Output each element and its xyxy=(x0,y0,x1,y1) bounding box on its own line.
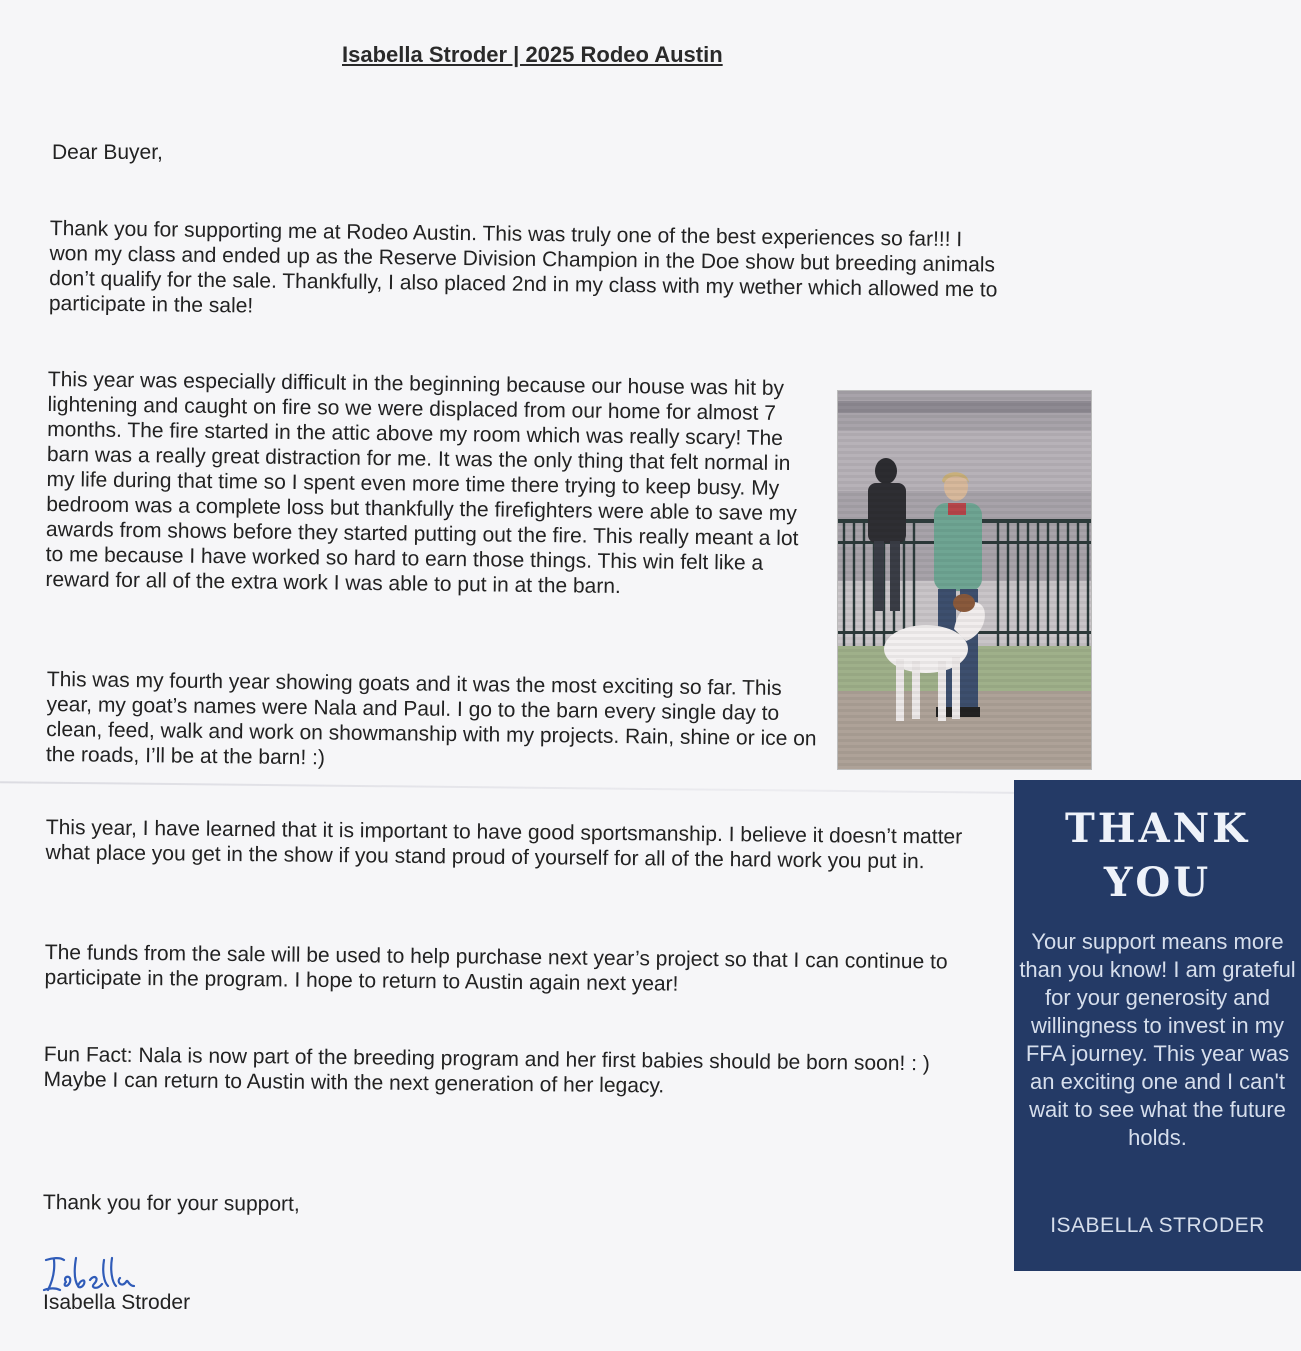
card-title-line-2: YOU xyxy=(1103,859,1212,906)
paragraph-3: This was my fourth year showing goats and it was the most exciting so far. This year, my goat’s names were Nala and Paul. I go to the barn every single day to clean, feed, walk and work on showmanship with my projects. Rain, shine or ice on the roads, I’ll be at the barn! :) xyxy=(45,667,817,770)
card-title xyxy=(1014,802,1301,910)
paragraph-4: This year, I have learned that it is important to have good sportsmanship. I believe it doesn’t matter what place you get in the show if you stand proud of yourself for all of the hard work you put in. xyxy=(45,815,963,874)
letter-title: Isabella Stroder | 2025 Rodeo Austin xyxy=(342,42,723,67)
card-message: Your support means more than you know! I am grateful for your generosity and willingness to invest in my FFA journey. This year was an exciting one and I can't wait to see what the future holds. xyxy=(1019,929,1296,1150)
salutation: Dear Buyer, xyxy=(52,141,163,164)
thank-you-card xyxy=(1014,780,1301,1271)
card-title-line-1: THANK xyxy=(1065,805,1250,852)
printed-name: Isabella Stroder xyxy=(43,1291,191,1314)
paragraph-6: Fun Fact: Nala is now part of the breeding program and her first babies should be born soon! : ) Maybe I can return to Austin with the next generation of her legacy. xyxy=(43,1043,930,1098)
closing: Thank you for your support, xyxy=(42,1191,300,1216)
paragraph-2: This year was especially difficult in the beginning because our house was hit by lightening and caught on fire so we were displaced from our home for almost 7 months. The fire started in the attic above my room which was really scary! The barn was a really great distraction for me. It was the only thing that felt normal in my life during that time so I spent even more time there trying to keep busy. My bedroom was a complete loss but thankfully the firefighters were able to save my awards from shows before they started putting out the fire. This really meant a lot to me because I have worked so hard to earn those things. This win felt like a reward for all of the extra work I was able to put in at the barn. xyxy=(45,367,799,599)
photo-of-student-with-goat xyxy=(837,390,1092,770)
card-signature-name: ISABELLA STRODER xyxy=(1050,1214,1265,1237)
paragraph-1: Thank you for supporting me at Rodeo Austin. This was truly one of the best experiences so far!!! I won my class and ended up as the Reserve Division Champion in the Doe show but breeding animals don’t qualify for the sale. Thankfully, I also placed 2nd in my class with my wether which allowed me to participate in the sale! xyxy=(48,216,998,318)
paragraph-5: The funds from the sale will be used to help purchase next year’s project so that I can continue to participate in the program. I hope to return to Austin again next year! xyxy=(44,940,948,996)
